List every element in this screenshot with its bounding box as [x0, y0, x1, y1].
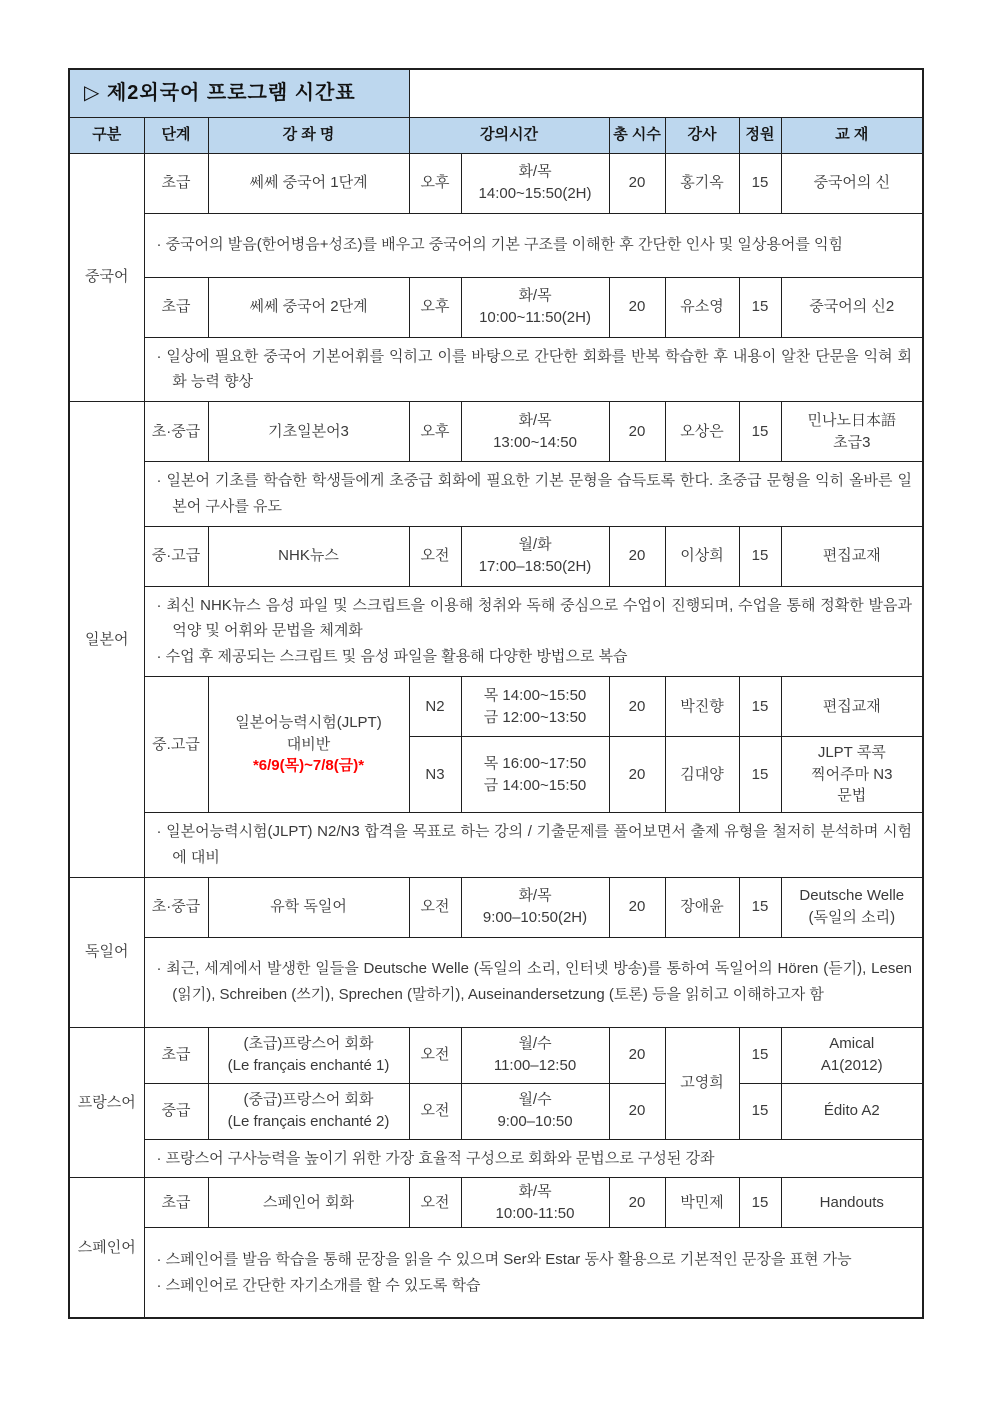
book-title-line: 민나노日本語 [807, 411, 896, 429]
time-cell [461, 402, 609, 462]
hours-cell: 20 [609, 1083, 665, 1139]
table-row [69, 402, 923, 462]
description-text: · 스페인어를 발음 학습을 통해 문장을 읽을 수 있으며 Ser와 Estar 동사 활용으로 기본적인 문장을 표현 가능 [156, 1250, 852, 1268]
course-name-cell [208, 1083, 409, 1139]
table-row [69, 462, 923, 527]
course-name-line: (Le français enchanté 2) [227, 1113, 390, 1131]
time-cell [461, 1083, 609, 1139]
capacity-cell: 15 [739, 277, 781, 337]
timetable-sheet [68, 68, 924, 1319]
description-text: · 최신 NHK뉴스 음성 파일 및 스크립트을 이용해 청취와 독해 중심으로 수업이 진행되며, 수업을 통해 정확한 발음과 억양 및 어휘와 문법을 체계화 [156, 596, 913, 640]
table-row [69, 526, 923, 586]
time-cell [461, 277, 609, 337]
ampm-cell: 오전 [409, 526, 461, 586]
course-description [144, 937, 923, 1027]
book-title-line: (독일의 소리) [808, 909, 896, 927]
table-row [69, 586, 923, 676]
teacher-cell: 박진향 [665, 677, 739, 737]
ampm-cell: 오전 [409, 1178, 461, 1228]
level-cell: 초급 [144, 1027, 208, 1083]
time-day: 화/목 [518, 287, 552, 305]
course-name-cell [208, 1027, 409, 1083]
book-cell [781, 1027, 923, 1083]
capacity-cell: 15 [739, 153, 781, 213]
title-spacer [409, 69, 923, 117]
col-header-teacher: 강사 [665, 117, 739, 153]
level-cell: 중·고급 [144, 526, 208, 586]
book-cell: 편집교재 [781, 677, 923, 737]
teacher-cell: 박민제 [665, 1178, 739, 1228]
course-name-cell: 쎄쎄 중국어 2단계 [208, 277, 409, 337]
time-line: 목 14:00~15:50 [483, 686, 587, 704]
description-text: · 일본어 기초를 학습한 학생들에게 초중급 회화에 필요한 기본 문형을 습득토록 한다. 초중급 문형을 익히 올바른 일본어 구사를 유도 [156, 472, 913, 515]
hours-cell: 20 [609, 153, 665, 213]
ampm-cell: 오전 [409, 1027, 461, 1083]
course-description [144, 337, 923, 402]
jlpt-level-cell: N2 [409, 677, 461, 737]
course-description [144, 213, 923, 277]
description-text: · 최근, 세계에서 발생한 일들을 Deutsche Welle (독일의 소리, 인터넷 방송)를 통하여 독일어의 Hören (듣기), Lesen (읽기), Schreiben (쓰기), Sprechen (말하기), Auseinandersetzung (토론) 등을 읽히고 이해하고자 함 [156, 960, 913, 1004]
ampm-cell: 오전 [409, 877, 461, 937]
course-name-cell: NHK뉴스 [208, 526, 409, 586]
ampm-cell: 오후 [409, 277, 461, 337]
book-title-line: 문법 [837, 787, 867, 805]
time-cell [461, 153, 609, 213]
book-title-line: JLPT 콕콕 [817, 743, 886, 761]
level-cell: 초급 [144, 153, 208, 213]
capacity-cell: 15 [739, 677, 781, 737]
time-line: 금 14:00~15:50 [483, 776, 587, 794]
hours-cell: 20 [609, 277, 665, 337]
time-day: 화/목 [518, 163, 552, 181]
hours-cell: 20 [609, 737, 665, 813]
teacher-cell: 김대양 [665, 737, 739, 813]
course-description [144, 813, 923, 878]
table-row [69, 937, 923, 1027]
hours-cell: 20 [609, 677, 665, 737]
col-header-capacity: 정원 [739, 117, 781, 153]
time-cell [461, 877, 609, 937]
teacher-cell: 홍기옥 [665, 153, 739, 213]
course-name-line: (초급)프랑스어 회화 [243, 1035, 374, 1053]
hours-cell: 20 [609, 1027, 665, 1083]
col-header-time: 강의시간 [409, 117, 609, 153]
book-cell: Handouts [781, 1178, 923, 1228]
description-text: · 중국어의 발음(한어병음+성조)를 배우고 중국어의 기본 구조를 이해한 후 간단한 인사 및 일상용어를 익힘 [156, 236, 844, 254]
table-row [69, 153, 923, 213]
time-day: 월/화 [518, 536, 552, 554]
ampm-cell: 오전 [409, 1083, 461, 1139]
course-description [144, 586, 923, 676]
table-row [69, 813, 923, 878]
jlpt-level-cell: N3 [409, 737, 461, 813]
teacher-cell: 장애윤 [665, 877, 739, 937]
book-cell: 중국어의 신2 [781, 277, 923, 337]
level-cell: 초·중급 [144, 402, 208, 462]
course-description [144, 1228, 923, 1318]
course-name-line: (중급)프랑스어 회화 [243, 1091, 374, 1109]
hours-cell: 20 [609, 526, 665, 586]
time-range: 13:00~14:50 [493, 433, 577, 451]
time-cell [461, 737, 609, 813]
book-title-line: 초급3 [833, 433, 871, 451]
book-title-line: Amical [829, 1035, 875, 1053]
course-name-cell: 유학 독일어 [208, 877, 409, 937]
book-cell: 중국어의 신 [781, 153, 923, 213]
capacity-cell: 15 [739, 737, 781, 813]
table-row [69, 1027, 923, 1083]
col-header-level: 단계 [144, 117, 208, 153]
category-spanish: 스페인어 [69, 1178, 144, 1318]
capacity-cell: 15 [739, 877, 781, 937]
capacity-cell: 15 [739, 402, 781, 462]
time-cell [461, 1178, 609, 1228]
book-cell [781, 877, 923, 937]
col-header-hours: 총 시수 [609, 117, 665, 153]
teacher-cell: 유소영 [665, 277, 739, 337]
capacity-cell: 15 [739, 1178, 781, 1228]
time-line: 금 12:00~13:50 [483, 708, 587, 726]
level-cell: 초급 [144, 1178, 208, 1228]
book-title-line: A1(2012) [820, 1057, 883, 1075]
description-text: · 프랑스어 구사능력을 높이기 위한 가장 효율적 구성으로 회화와 문법으로 구성된 강좌 [156, 1149, 715, 1167]
time-cell [461, 526, 609, 586]
level-cell: 중.고급 [144, 677, 208, 813]
category-japanese: 일본어 [69, 402, 144, 878]
hours-cell: 20 [609, 402, 665, 462]
time-cell [461, 1027, 609, 1083]
time-range: 14:00~15:50(2H) [478, 185, 592, 202]
course-name-cell: 쎄쎄 중국어 1단계 [208, 153, 409, 213]
course-description [144, 462, 923, 527]
table-row [69, 1139, 923, 1178]
course-name-line: (Le français enchanté 1) [227, 1057, 390, 1075]
book-cell [781, 402, 923, 462]
capacity-cell: 15 [739, 1027, 781, 1083]
ampm-cell: 오후 [409, 402, 461, 462]
col-header-category: 구분 [69, 117, 144, 153]
book-title-line: 찍어주마 N3 [811, 765, 893, 783]
time-day: 월/수 [518, 1091, 552, 1109]
teacher-cell: 이상희 [665, 526, 739, 586]
table-row [69, 1228, 923, 1318]
time-day: 화/목 [518, 411, 552, 429]
table-row [69, 277, 923, 337]
time-cell [461, 677, 609, 737]
book-cell: Édito A2 [781, 1083, 923, 1139]
course-date-highlight: *6/9(목)~7/8(금)* [252, 757, 365, 775]
table-row [69, 877, 923, 937]
table-row [69, 677, 923, 737]
level-cell: 중급 [144, 1083, 208, 1139]
ampm-cell: 오후 [409, 153, 461, 213]
course-description [144, 1139, 923, 1178]
course-name-cell: 기초일본어3 [208, 402, 409, 462]
time-day: 화/목 [518, 887, 552, 905]
course-name-line: 일본어능력시험(JLPT) [235, 713, 382, 731]
time-range: 9:00–10:50 [497, 1113, 573, 1131]
teacher-cell: 고영희 [665, 1027, 739, 1139]
category-german: 독일어 [69, 877, 144, 1027]
time-range: 17:00–18:50(2H) [478, 558, 592, 576]
category-chinese: 중국어 [69, 153, 144, 402]
table-row [69, 1083, 923, 1139]
table-row [69, 337, 923, 402]
capacity-cell: 15 [739, 1083, 781, 1139]
hours-cell: 20 [609, 877, 665, 937]
time-range: 10:00~11:50(2H) [479, 309, 591, 326]
description-text: · 스페인어로 간단한 자기소개를 할 수 있도록 학습 [156, 1276, 481, 1294]
level-cell: 초급 [144, 277, 208, 337]
capacity-cell: 15 [739, 526, 781, 586]
time-range: 10:00-11:50 [495, 1204, 575, 1222]
time-line: 목 16:00~17:50 [483, 754, 587, 772]
description-text: · 일본어능력시험(JLPT) N2/N3 합격을 목표로 하는 강의 / 기출문제를 풀어보면서 출제 유형을 철저히 분석하며 시험에 대비 [156, 823, 913, 866]
timetable [68, 68, 924, 1319]
table-row [69, 213, 923, 277]
col-header-book: 교 재 [781, 117, 923, 153]
description-text: · 수업 후 제공되는 스크립트 및 음성 파일을 활용해 다양한 방법으로 복습 [156, 648, 628, 666]
description-text: · 일상에 필요한 중국어 기본어휘를 익히고 이를 바탕으로 간단한 회화를 반복 학습한 후 내용이 알찬 단문을 익혀 회화 능력 향상 [156, 347, 913, 391]
category-french: 프랑스어 [69, 1027, 144, 1178]
time-range: 11:00–12:50 [493, 1057, 577, 1075]
time-range: 9:00–10:50(2H) [482, 909, 588, 927]
hours-cell: 20 [609, 1178, 665, 1228]
book-cell: 편집교재 [781, 526, 923, 586]
col-header-course: 강 좌 명 [208, 117, 409, 153]
page-title: ▷ 제2외국어 프로그램 시간표 [69, 69, 409, 117]
time-day: 월/수 [518, 1035, 552, 1053]
level-cell: 초·중급 [144, 877, 208, 937]
course-name-cell: 스페인어 회화 [208, 1178, 409, 1228]
course-name-line: 대비반 [286, 735, 331, 753]
teacher-cell: 오상은 [665, 402, 739, 462]
course-name-cell [208, 677, 409, 813]
time-day: 화/목 [518, 1183, 552, 1201]
book-title-line: Deutsche Welle [799, 887, 905, 905]
table-row [69, 1178, 923, 1228]
book-cell [781, 737, 923, 813]
